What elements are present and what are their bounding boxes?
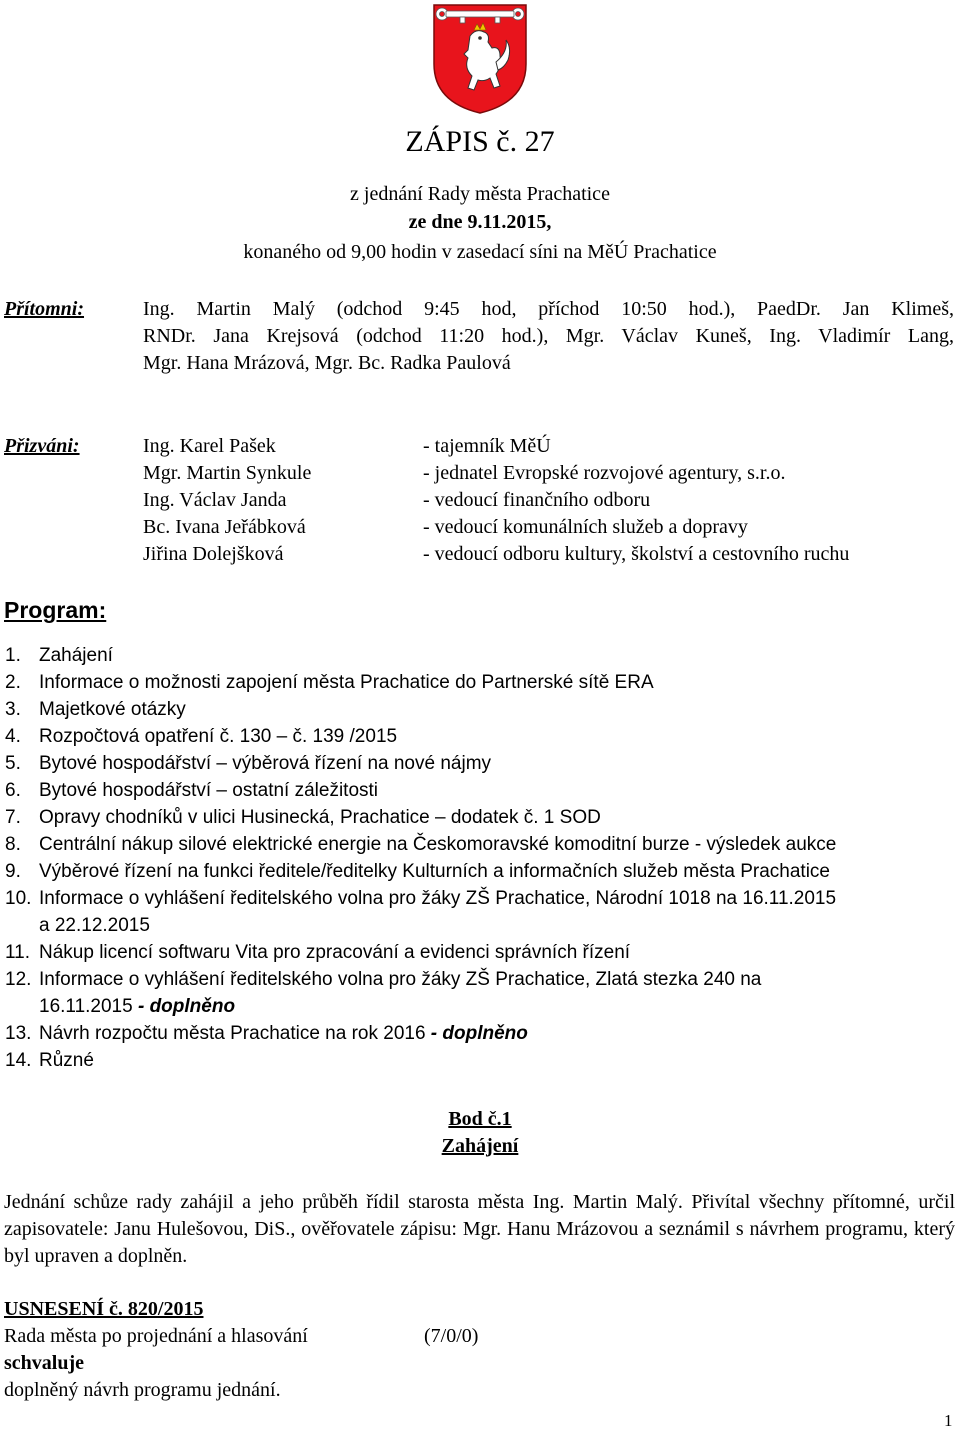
invited-role: - jednatel Evropské rozvojové agentury, s.r.o. xyxy=(423,462,786,484)
program-item: Informace o vyhlášení ředitelského volna pro žáky ZŠ Prachatice, Národní 1018 na 16.11.2015 xyxy=(39,888,837,909)
present-line-1: Ing. Martin Malý (odchod 9:45 hod, příchod 10:50 hod.), PaedDr. Jan Klimeš, xyxy=(143,298,954,320)
invited-role: - vedoucí komunálních služeb a dopravy xyxy=(423,516,748,538)
program-item: Rozpočtová opatření č. 130 – č. 139 /2015 xyxy=(39,726,398,747)
program-item-continuation: a 22.12.2015 xyxy=(39,915,150,936)
present-line-3: Mgr. Hana Mrázová, Mgr. Bc. Radka Paulová xyxy=(143,352,511,374)
program-item-num: 9. xyxy=(5,861,21,882)
page-number: 1 xyxy=(944,1411,953,1430)
bod-paragraph: Jednání schůze rady zahájil a jeho průběh řídil starosta města Ing. Martin Malý. Přivítal všechny přítomné, určil zapisovatele: Janu Hulešovou, DiS., ověřovatele zápisu: Mgr. Hanu Mrázovou a seznámil s návrhem programu, který byl upraven a doplněn. xyxy=(4,1191,955,1267)
program-item-num: 3. xyxy=(5,699,21,720)
program-item-num: 2. xyxy=(5,672,21,693)
invited-name: Bc. Ivana Jeřábková xyxy=(143,516,306,538)
resolution-title: USNESENÍ č. 820/2015 xyxy=(4,1298,204,1320)
present-line-2: RNDr. Jana Krejsová (odchod 11:20 hod.), Mgr. Václav Kuneš, Ing. Vladimír Lang, xyxy=(143,325,954,347)
invited-role: - tajemník MěÚ xyxy=(423,435,551,457)
subtitle-date: ze dne 9.11.2015, xyxy=(408,211,552,233)
invited-name: Ing. Václav Janda xyxy=(143,489,287,511)
program-item-num: 5. xyxy=(5,753,21,774)
program-item-num: 11. xyxy=(5,942,31,963)
subtitle-venue: konaného od 9,00 hodin v zasedací síni na MěÚ Prachatice xyxy=(243,241,717,263)
program-item: Opravy chodníků v ulici Husinecká, Prachatice – dodatek č. 1 SOD xyxy=(39,807,601,828)
program-item: Bytové hospodářství – ostatní záležitosti xyxy=(39,780,379,801)
invited-label: Přizváni: xyxy=(4,435,80,457)
program-item-num: 13. xyxy=(5,1023,32,1044)
program-item-num: 10. xyxy=(5,888,32,909)
bod-title: Bod č.1 xyxy=(448,1108,512,1130)
program-item-continuation xyxy=(39,996,235,1018)
program-item: Nákup licencí softwaru Vita pro zpracování a evidenci správních řízení xyxy=(39,942,631,963)
prachatice-coat-of-arms-logo xyxy=(430,2,530,115)
program-item: Bytové hospodářství – výběrová řízení na nové nájmy xyxy=(39,753,492,774)
program-item-num: 6. xyxy=(5,780,21,801)
resolution-line: Rada města po projednání a hlasování xyxy=(4,1325,308,1347)
program-item: Informace o možnosti zapojení města Prachatice do Partnerské sítě ERA xyxy=(39,672,654,693)
program-item xyxy=(39,1023,528,1045)
program-heading: Program: xyxy=(4,597,107,623)
program-item-num: 4. xyxy=(5,726,21,747)
document-title: ZÁPIS č. 27 xyxy=(405,125,555,158)
program-item-text: Návrh rozpočtu města Prachatice na rok 2016 xyxy=(39,1023,426,1044)
program-item-num: 1. xyxy=(5,645,21,666)
program-item: Zahájení xyxy=(39,645,113,666)
present-label: Přítomni: xyxy=(4,298,85,320)
program-item: Výběrové řízení na funkci ředitele/ředitelky Kulturních a informačních služeb města Prachatice xyxy=(39,861,830,882)
resolution-vote: (7/0/0) xyxy=(424,1325,479,1347)
bod-subtitle: Zahájení xyxy=(441,1135,519,1157)
program-item-num: 12. xyxy=(5,969,32,990)
subtitle-meeting: z jednání Rady města Prachatice xyxy=(350,183,610,205)
program-item: Centrální nákup silové elektrické energie na Českomoravské komoditní burze - výsledek aukce xyxy=(39,834,837,855)
program-item: Informace o vyhlášení ředitelského volna pro žáky ZŠ Prachatice, Zlatá stezka 240 na xyxy=(39,969,762,990)
supplemented-note: - doplněno xyxy=(132,996,236,1017)
program-item: Majetkové otázky xyxy=(39,699,186,720)
invited-role: - vedoucí odboru kultury, školství a cestovního ruchu xyxy=(423,543,850,565)
program-item: Různé xyxy=(39,1050,94,1071)
invited-name: Jiřina Dolejšková xyxy=(143,543,284,565)
resolution-verb: schvaluje xyxy=(4,1352,84,1374)
program-item-continuation-text: 16.11.2015 xyxy=(39,996,133,1017)
supplemented-note: - doplněno xyxy=(425,1023,528,1044)
program-item-num: 8. xyxy=(5,834,21,855)
resolution-text: doplněný návrh programu jednání. xyxy=(4,1379,281,1401)
program-item-num: 14. xyxy=(5,1050,32,1071)
invited-role: - vedoucí finančního odboru xyxy=(423,489,651,511)
invited-name: Mgr. Martin Synkule xyxy=(143,462,312,484)
program-item-num: 7. xyxy=(5,807,21,828)
invited-name: Ing. Karel Pašek xyxy=(143,435,276,457)
